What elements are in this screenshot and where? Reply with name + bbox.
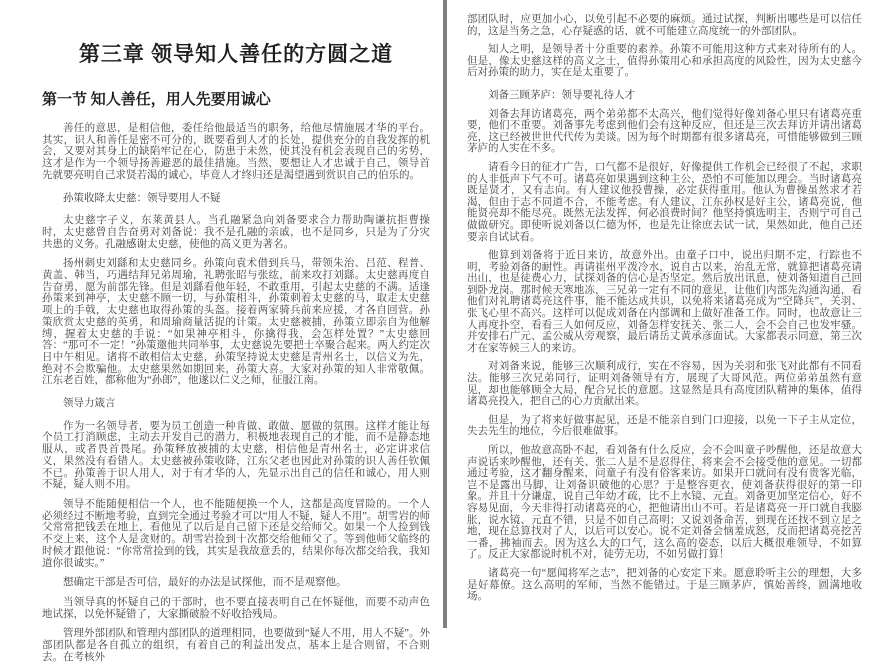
subheading: 领导力箴言 — [63, 398, 116, 410]
paragraph: 善任的意思，是相信他，委任给他最适当的职务，给他尽情施展才华的平台。其实，识人和善任是密不可分的，既要看到人才的长处，提供充分的自我发挥的机会，又要对其身上的缺陷牢记在心，防患于未然，使其没有机会表现自己的劣势，这才是作为一个领导扬善避恶的最佳措施。当然，要想让人才忠诚于自己，领导首先就要亮明自己求贤若渴的诚心，毕竟人才终归还是渴望遇到赏识自己的伯乐的。 — [42, 123, 430, 181]
paragraph: 知人之明，是领导者十分重要的素养。孙策不可能用这种方式来对待所有的人。但是，像太史慈这样的高义之士，值得孙策用心和承担高度的风险性，因为太史慈今后对孙策的助力，实在是太重要了。 — [467, 44, 862, 79]
left-page — [0, 0, 443, 663]
paragraph: 他算到刘备将于近日来访，故意外出。由童子口中，说出归期不定，行踪也不明，考验刘备的耐性。再请崔州平泼冷水，说自古以来，治乱无常，就算把诸葛亮请出山，也是徒费心力，试探刘备的信心是否坚定。然后放出讯息，使刘备知道自己回到卧龙岗。那时候天寒地冻，三兄弟一定有不同的意见，让他们内部先沟通沟通，看他们对礼聘诸葛亮这件事，能不能达成共识，以免将来诸葛亮成为“空降兵”，关羽、张飞心里不高兴。这样可以促成刘备在内部调和上做好准备工作。同时，也故意让三人再度扑空，看看三人如何反应，刘备怎样安抚关、张二人，会不会自己也发牢骚。并安排石广元、孟公威从旁观察，最后请岳丈黄承彦面试。大家都表示同意，第三次才在家等候三人的来访。 — [467, 250, 862, 354]
paragraph: 扬州刺史刘繇和太史慈同乡。孙策向袁术借到兵马，带领朱治、吕范、程普、黄盖、韩当，巧遇结拜兄弟周瑜，礼聘张昭与张纮，前来攻打刘繇。太史慈再度自告奋勇，愿为前部先锋。但是刘繇看他年轻，不敢重用，引起太史慈的不满。适逢孙策来到神亭，太史慈不顾一切，与孙策相斗，孙策刺着太史慈的马，取走太史慈项上的手戟，太史慈也取得孙策的头盔。接着两家骑兵前来应援，才各自回营。孙策欣赏太史慈的英勇，和周瑜商量活捉的计策。太史慈被捕，孙策立即亲自为他解缚，握着太史慈的手说：“如果神亭相斗，你擒得我，会怎样处置？”太史慈回答：“那可不一定！”孙策邀他共同举事，太史慈说先要把士卒聚合起来。两人约定次日中午相见。诸将不敢相信太史慈，孙策坚持说太史慈是青州名士，以信义为先，绝对不会欺骗他。太史慈果然如期回来，孙策大喜。大家对孙策的知人非常敬佩。江东老百姓，都称他为“孙郎”，他遂以仁义之师，征服江南。 — [42, 258, 430, 387]
paragraph: 诸葛亮一句“愿闻将军之志”，把刘备的心安定下来。愿意聆听主公的理想，大多是好幕僚。这么高明的军师，当然不能错过。于是三顾茅庐，慎始善终，圆满地收场。 — [467, 567, 862, 603]
paragraph: 太史慈字子义，东莱黄县人。当孔融紧急向刘备要求合力帮助陶谦抗拒曹操时，太史慈曾自告奋勇对刘备说：我不是孔融的亲戚，也不是同乡，只是为了分灾共患的义务。孔融感谢太史慈，使他的高义更为著名。 — [42, 215, 430, 250]
subheading: 刘备三顾茅庐：领导要礼待人才 — [488, 89, 635, 101]
paragraph: 请看今日的征才广告，口气都不是很好，好像提供工作机会已经很了不起，求职的人非低声下气不可。诸葛亮如果遇到这种主公，恐怕不可能加以理会。当时诸葛亮既是贤才，又有志向。有人建议他投曹操，必定获得重用。他认为曹操虽然求才若渴，但由于志不同道不合，不能考虑。有人建议，江东孙权是好主公，诸葛亮说，他能贤亮却不能尽亮。既然无法发挥，何必浪费时间？他坚持慎选明主，否则宁可自己做做研究。即使听说刘备以仁德为怀，也是先让徐庶去试一试，果然如此，他自己还要亲自试试看。 — [467, 161, 862, 243]
paragraph: 管理外部团队和管理内部团队的道理相同，也要做到“疑人不用，用人不疑”。外部团队都是各自孤立的组织，有着自己的利益出发点，基本上是合则留，不合则去。在考核外 — [42, 628, 430, 663]
right-page-text — [467, 14, 862, 603]
paragraph: 但是，为了将来好做事起见，还是不能亲自到门口迎接，以免一下子主从定位，失去先生的地位，今后很难做事。 — [467, 414, 862, 438]
paragraph: 对刘备来说，能够三次顺利成行，实在不容易，因为关羽和张飞对此都有不同看法。能够三次兄弟同行，证明刘备领导有方，展现了大哥风范。两位弟弟虽然有意见，却也能够顾全大局，配合兄长的意愿。这显然是具有高度团队精神的集体，值得诸葛亮投入，把自己的心力贡献出来。 — [467, 361, 862, 408]
left-page-text — [42, 123, 430, 663]
chapter-title: 第三章 领导知人善任的方圆之道 — [78, 42, 394, 66]
paragraph: 想确定干部是否可信，最好的办法是试探他，而不是观察他。 — [63, 577, 347, 589]
paragraph: 部团队时，应更加小心，以免引起不必要的麻烦。通过试探，判断出哪些是可以信任的，这是当务之急，心存疑惑的话，就不可能建立高度统一的外部团队。 — [467, 14, 862, 37]
paragraph: 当领导真的怀疑自己的干部时，也不要直接表明自己在怀疑他，而要不动声色地试探，以免怀疑错了，大家撕破脸不好收拾残局。 — [42, 596, 430, 620]
subheading: 孙策收降太史慈：领导要用人不疑 — [63, 192, 221, 204]
section-title: 第一节 知人善任，用人先要用诚心 — [42, 92, 271, 108]
paragraph: 刘备去拜访诸葛亮，两个弟弟都不太高兴，他们觉得好像刘备心里只有诸葛亮重要，他们不重要。刘备事先考虑到他们会有这种反应，但还是三次去拜访并请出诸葛亮，这已经被世世代代传为美谈。因为每个时期都有很多诸葛亮，可惜能够做到三顾茅庐的人实在不多。 — [467, 108, 862, 155]
paragraph: 作为一名领导者，要为员工创造一种肯做、敢做、愿做的氛围。这样才能让每个员工打消顾虑，主动去开发自己的潜力，积极地表现自己的才能，而不是静态地服从，或者畏首畏尾。孙策释放被捕的太史慈，相信他是青州名士，必定讲求信义，果然没有看错人。太史慈被孙策收降，江东父老也因此对孙策的识人善任钦佩不已。孙策善于识人用人，对于有才华的人，先显示出自己的信任和诚心，用人则不疑，疑人则不用。 — [42, 420, 430, 491]
paragraph: 所以，他故意高卧不起，看刘备有什么反应，会不会叫童子吵醒他，还是故意大声说话来吵醒他，还有关、张二人是不是忍得住，将来会不会接受他的意见。一切都通过考验，这才翻身醒来，问童子有没有俗客来访。如果开口就问有没有贵客光临，岂不是露出马脚，让刘备识破他的心思？于是整容更衣，使刘备获得很好的第一印象。并且十分谦虚，说自己年幼才疏，比不上水镜、元直。刘备更加坚定信心，好不容易见面，今天非得打动诸葛亮的心，把他请出山不可。若是诸葛亮一开口就自我膨胀，说水镜、元直不错，只是不如自己高明；又说刘备命苦，到现在还找不到立足之地，现在总算找对了人，以后可以安心。说不定刘备会恼羞成怒，反而把诸葛亮挖苦一番，拂袖而去。因为这么大的口气，这么高的姿态，以后大概很难领导，不如算了。反正大家都说时机不对，徒劳无功，不如另做打算！ — [467, 445, 862, 561]
paragraph: 领导不能随便相信一个人，也不能随便换一个人，这都是高度冒险的。一个人必须经过不断地考验，直到完全通过考验才可以“用人不疑，疑人不用”。胡雪岩的师父常常把钱丢在地上，看他见了以后是自己留下还是交给师父。如果一个人捡到钱不交上来，这个人是贪财的。胡雪岩捡到十次都交给他师父了。等到他师父临终的时候才跟他说：“你常常捡到的钱，其实是我故意丢的，结果你每次都交给我，我知道你很诚实。” — [42, 498, 430, 569]
right-page — [447, 0, 890, 628]
